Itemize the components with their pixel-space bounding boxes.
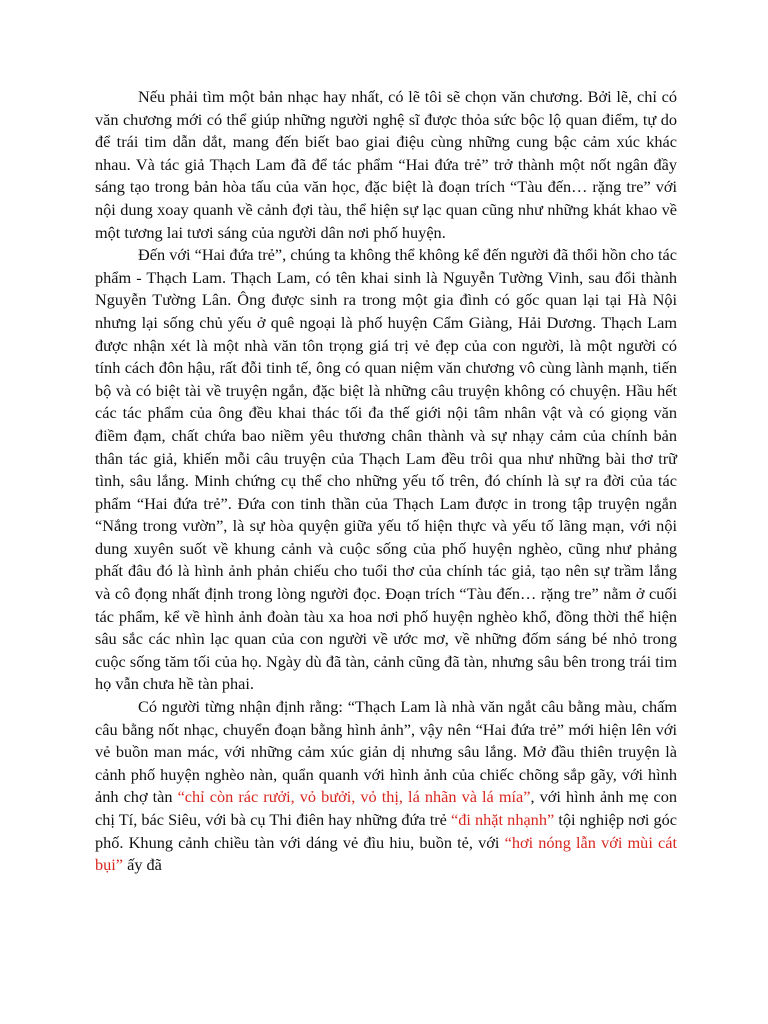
- paragraph-text: , với hình ảnh mẹ con chị Tí, bác Siêu, với bà cụ Thi điên hay những đứa trẻ: [95, 787, 677, 829]
- highlighted-quote: “hơi nóng lẫn với mùi cát bụi”: [95, 832, 677, 875]
- paragraph-text: tội nghiệp nơi góc phố. Khung cảnh chiều tàn với dáng vẻ đìu hiu, buồn tẻ, với: [95, 810, 677, 852]
- highlighted-quote: “chỉ còn rác rưởi, vỏ bưởi, vỏ thị, lá nhãn và lá mía”: [177, 787, 531, 807]
- paragraph-text: Đến với “Hai đứa trẻ”, chúng ta không thể không kể đến người đã thổi hồn cho tác phẩm - Thạch Lam. Thạch Lam, có tên khai sinh là Nguyễn Tường Vinh, sau đổi thành Nguyễn Tường Lân. Ông được sinh ra trong một gia đình có gốc quan lại tại Hà Nội nhưng lại sống chủ yếu ở quê ngoại là phố huyện Cẩm Giàng, Hải Dương. Thạch Lam được nhận xét là một nhà văn tôn trọng giá trị vẻ đẹp của con người, là một người có tính cách đôn hậu, rất đỗi tinh tế, ông có quan niệm văn chương vô cùng lành mạnh, tiến bộ và có biệt tài về truyện ngắn, đặc biệt là những câu truyện không có chuyện. Hầu hết các tác phẩm của ông đều khai thác tối đa thế giới nội tâm nhân vật và có giọng văn điềm đạm, chất chứa bao niềm yêu thương chân thành và sự nhạy cảm của chính bản thân tác giả, khiến mỗi câu truyện của Thạch Lam đều trôi qua như những bài thơ trữ tình, sâu lắng. Minh chứng cụ thể cho những yếu tố trên, đó chính là sự ra đời của tác phẩm “Hai đứa trẻ”. Đứa con tinh thần của Thạch Lam được in trong tập truyện ngắn “Nắng trong vườn”, là sự hòa quyện giữa yếu tố hiện thực và yếu tố lãng mạn, với nội dung xuyên suốt về khung cảnh và cuộc sống của phố huyện nghèo, cũng như phảng phất đâu đó là hình ảnh phản chiếu cho tuổi thơ của chính tác giả, tạo nên sự trầm lắng và cô đọng nhất định trong lòng người đọc. Đoạn trích “Tàu đến… rặng tre” nằm ở cuối tác phẩm, kể về hình ảnh đoàn tàu xa hoa nơi phố huyện nghèo khổ, đồng thời thể hiện sâu sắc các nhìn lạc quan của con người về ước mơ, về những đốm sáng bé nhỏ trong cuộc sống tăm tối của họ. Ngày dù đã tàn, cảnh cũng đã tàn, nhưng sâu bên trong trái tim họ vẫn chưa hề tàn phai.: [95, 245, 677, 694]
- document-page: [95, 86, 677, 877]
- paragraph-analysis: [95, 696, 677, 877]
- paragraph-intro: [95, 86, 677, 244]
- paragraph-text: ấy đã: [123, 855, 162, 875]
- paragraph-author: [95, 244, 677, 696]
- paragraph-text: Nếu phải tìm một bản nhạc hay nhất, có lẽ tôi sẽ chọn văn chương. Bởi lẽ, chỉ có văn chương mới có thể giúp những người nghệ sĩ được thỏa sức bộc lộ quan điểm, tự do để trái tim dẫn dắt, mang đến biết bao giai điệu cùng những cung bậc cảm xúc khác nhau. Và tác giả Thạch Lam đã để tác phẩm “Hai đứa trẻ” trở thành một nốt ngân đầy sáng tạo trong bản hòa tấu của văn học, đặc biệt là đoạn trích “Tàu đến… rặng tre” với nội dung xoay quanh về cảnh đợi tàu, thể hiện sự lạc quan cũng như những khát khao về một tương lai tươi sáng của người dân nơi phố huyện.: [95, 87, 677, 242]
- highlighted-quote: “đi nhặt nhạnh”: [451, 810, 555, 829]
- paragraph-text: Có người từng nhận định rằng: “Thạch Lam là nhà văn ngắt câu bằng màu, chấm câu bằng nốt nhạc, chuyển đoạn bằng hình ảnh”, vậy nên “Hai đứa trẻ” mới hiện lên với vẻ buồn man mác, với những cảm xúc giản dị nhưng sâu lắng. Mở đầu thiên truyện là cảnh phố huyện nghèo nàn, quẩn quanh với hình ảnh của chiếc chõng sắp gãy, với hình ảnh chợ tàn: [95, 697, 677, 807]
